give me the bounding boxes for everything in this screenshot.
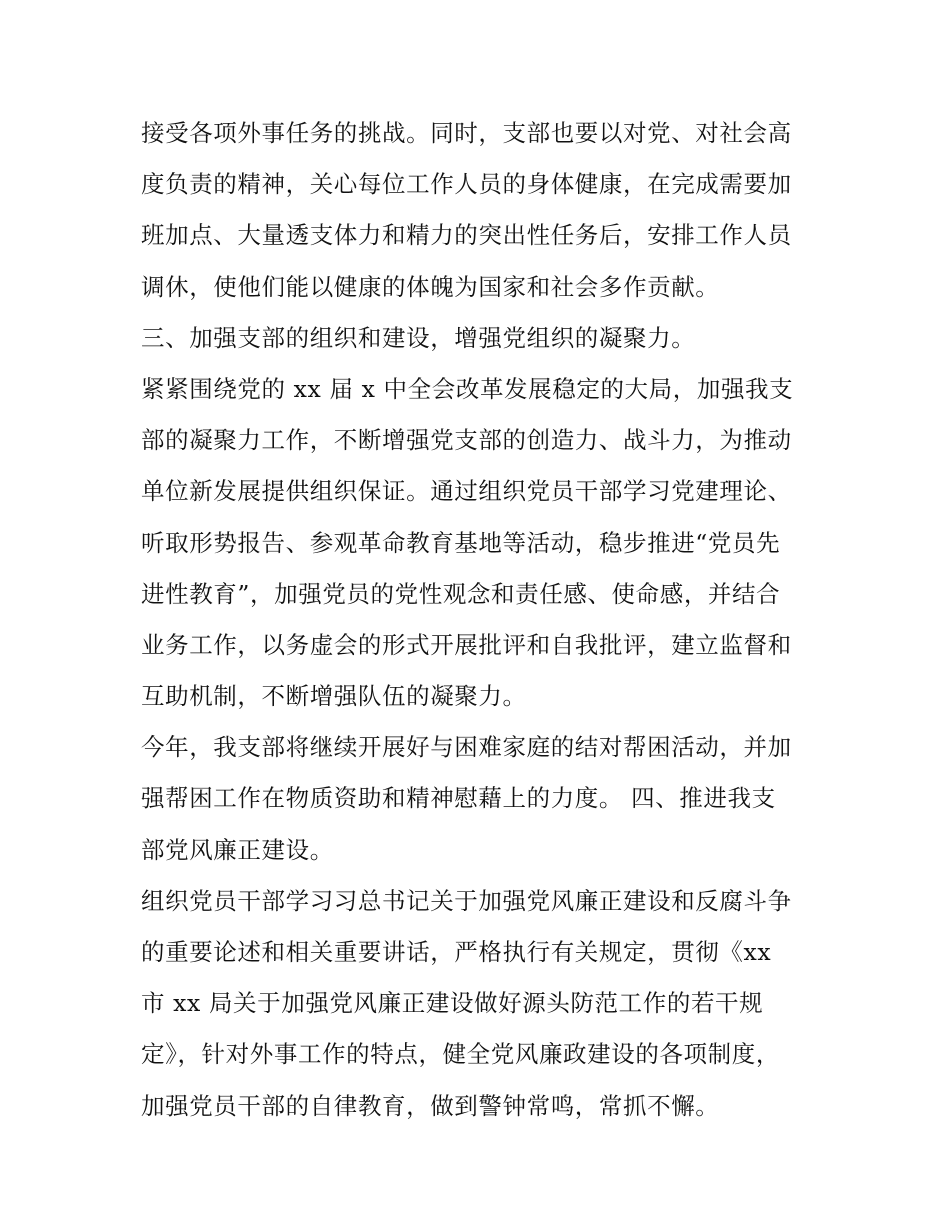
text-line: 加强党员干部的自律教育，做到警钟常鸣，常抓不懈。 — [141, 1091, 720, 1120]
document-body — [141, 108, 821, 1132]
text-line: 接受各项外事任务的挑战。同时，支部也要以对党、对社会高 — [141, 119, 792, 147]
text-line: 紧紧围绕党的 xx 届 x 中全会改革发展稳定的大局，加强我支 — [141, 374, 794, 403]
text-line: 班加点、大量透支体力和精力的突出性任务后，安排工作人员 — [141, 221, 792, 250]
text-line: 市 xx 局关于加强党风廉正建设做好源头防范工作的若干规 — [141, 989, 764, 1018]
text-line: 部的凝聚力工作，不断增强党支部的创造力、战斗力，为推动 — [141, 426, 792, 455]
text-line: 调休，使他们能以健康的体魄为国家和社会多作贡献。 — [141, 272, 720, 301]
text-line: 组织党员干部学习习总书记关于加强党风廉正建设和反腐斗争 — [141, 886, 792, 915]
text-line: 度负责的精神，关心每位工作人员的身体健康，在完成需要加 — [141, 170, 792, 199]
text-line: 强帮困工作在物质资助和精神慰藉上的力度。 四、推进我支 — [141, 784, 776, 813]
text-line: 单位新发展提供组织保证。通过组织党员干部学习党建理论、 — [141, 477, 792, 506]
text-line: 进性教育”，加强党员的党性观念和责任感、使命感，并结合 — [141, 579, 781, 608]
text-line: 今年，我支部将继续开展好与困难家庭的结对帮困活动，并加 — [141, 733, 792, 762]
text-line: 部党风廉正建设。 — [141, 835, 334, 864]
text-line: 定》，针对外事工作的特点，健全党风廉政建设的各项制度， — [141, 1040, 780, 1069]
text-line: 听取形势报告、参观革命教育基地等活动，稳步推进“党员先 — [141, 528, 781, 557]
section-heading: 三、加强支部的组织和建设，增强党组织的凝聚力。 — [141, 323, 696, 352]
text-line: 的重要论述和相关重要讲话，严格执行有关规定，贯彻《xx — [141, 938, 772, 966]
text-line: 互助机制，不断增强队伍的凝聚力。 — [141, 682, 527, 711]
text-line: 业务工作，以务虚会的形式开展批评和自我批评，建立监督和 — [141, 630, 792, 659]
